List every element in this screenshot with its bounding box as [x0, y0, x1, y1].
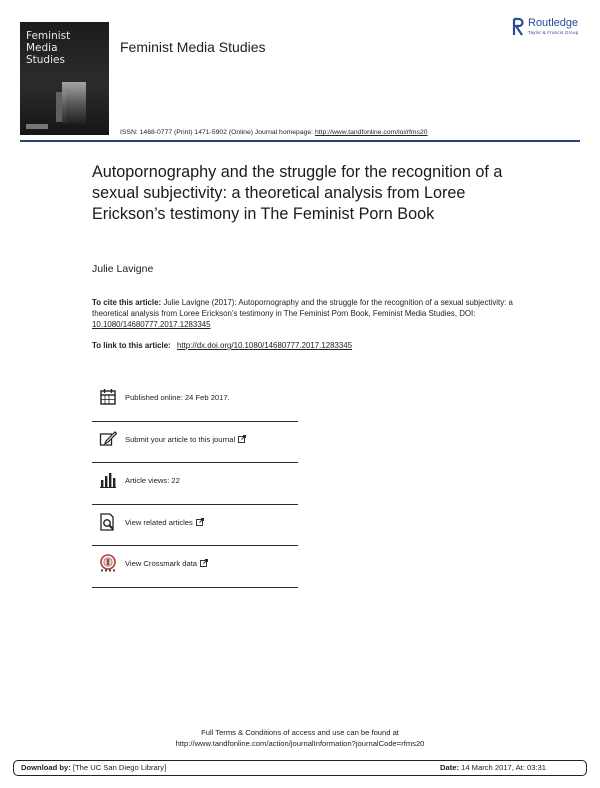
issn-text: ISSN: 1468-0777 (Print) 1471-5902 (Online) Journal homepage: — [120, 129, 314, 136]
related-articles-label: View related articles — [125, 517, 193, 527]
journal-name[interactable]: Feminist Media Studies — [120, 39, 266, 55]
publisher-tagline: Taylor & Francis Group — [528, 30, 579, 35]
cover-title — [26, 30, 106, 66]
journal-cover-image — [20, 22, 109, 135]
crossmark-item[interactable] — [92, 546, 298, 588]
issn-line — [120, 129, 428, 136]
cover-photo — [62, 82, 86, 124]
terms-notice — [0, 727, 600, 749]
download-date-value: 14 March 2017, At: 03:31 — [461, 763, 546, 772]
article-link-label: To link to this article: — [92, 341, 171, 350]
article-author: Julie Lavigne — [92, 263, 154, 275]
crossmark-link[interactable] — [125, 559, 208, 568]
publisher-logo[interactable] — [512, 17, 592, 39]
citation-text: Julie Lavigne (2017): Autopornography and the struggle for the recognition of a sexual subjectivity: a theoretical analysis from Loree Erickson’s testimony in The Feminist Porn Book, Feminist Media Studies, DOI: — [92, 298, 513, 318]
header-divider — [20, 140, 580, 142]
crossmark-label: View Crossmark data — [125, 559, 198, 568]
edit-icon — [99, 430, 117, 448]
download-date — [440, 763, 546, 772]
article-title: Autopornography and the struggle for the recognition of a sexual subjectivity: a theoretical analysis from Loree Erickson’s testimony in The Feminist Porn Book — [92, 163, 503, 223]
external-link-icon — [200, 559, 208, 567]
article-info-list — [92, 380, 298, 588]
citation-doi-link[interactable]: 10.1080/14680777.2017.1283345 — [92, 320, 211, 329]
published-online-label: Published online: 24 Feb 2017. — [125, 393, 230, 402]
cover-title-line: Studies — [26, 54, 65, 66]
submit-article-link[interactable] — [125, 435, 246, 444]
routledge-logo-icon — [512, 17, 524, 37]
citation-label: To cite this article: — [92, 298, 162, 307]
terms-url-link[interactable]: http://www.tandfonline.com/action/journalInformation?journalCode=rfms20 — [175, 739, 425, 748]
article-doi-url[interactable]: http://dx.doi.org/10.1080/14680777.2017.1283345 — [176, 341, 353, 350]
bar-chart-icon — [99, 471, 117, 489]
external-link-icon — [196, 518, 204, 526]
external-link-icon — [238, 435, 246, 443]
downloaded-by-label: Download by: — [21, 763, 71, 772]
calendar-icon — [99, 388, 117, 406]
article-link — [92, 341, 352, 350]
submit-article-item[interactable] — [92, 422, 298, 464]
download-info-bar — [13, 760, 587, 776]
related-articles-item[interactable] — [92, 505, 298, 547]
cover-title-line: Feminist — [26, 30, 71, 42]
search-document-icon — [99, 513, 117, 531]
related-articles-link[interactable] — [125, 518, 204, 527]
publisher-name: Routledge — [528, 17, 579, 29]
citation — [92, 297, 522, 330]
submit-article-label: Submit your article to this journal — [125, 434, 236, 444]
cover-title-line: Media — [26, 42, 58, 54]
article-views-label: Article views: 22 — [125, 476, 180, 485]
journal-homepage-link[interactable]: http://www.tandfonline.com/loi/rfms20 — [314, 129, 428, 136]
article-views-item — [92, 463, 298, 505]
terms-line: Full Terms & Conditions of access and use can be found at — [201, 728, 399, 737]
crossmark-icon — [99, 554, 117, 572]
downloaded-by-value: [The UC San Diego Library] — [72, 763, 167, 772]
downloaded-by — [21, 763, 166, 772]
download-date-label: Date: — [440, 763, 459, 772]
cover-publisher-mark — [26, 124, 48, 129]
published-online-item — [92, 380, 298, 422]
